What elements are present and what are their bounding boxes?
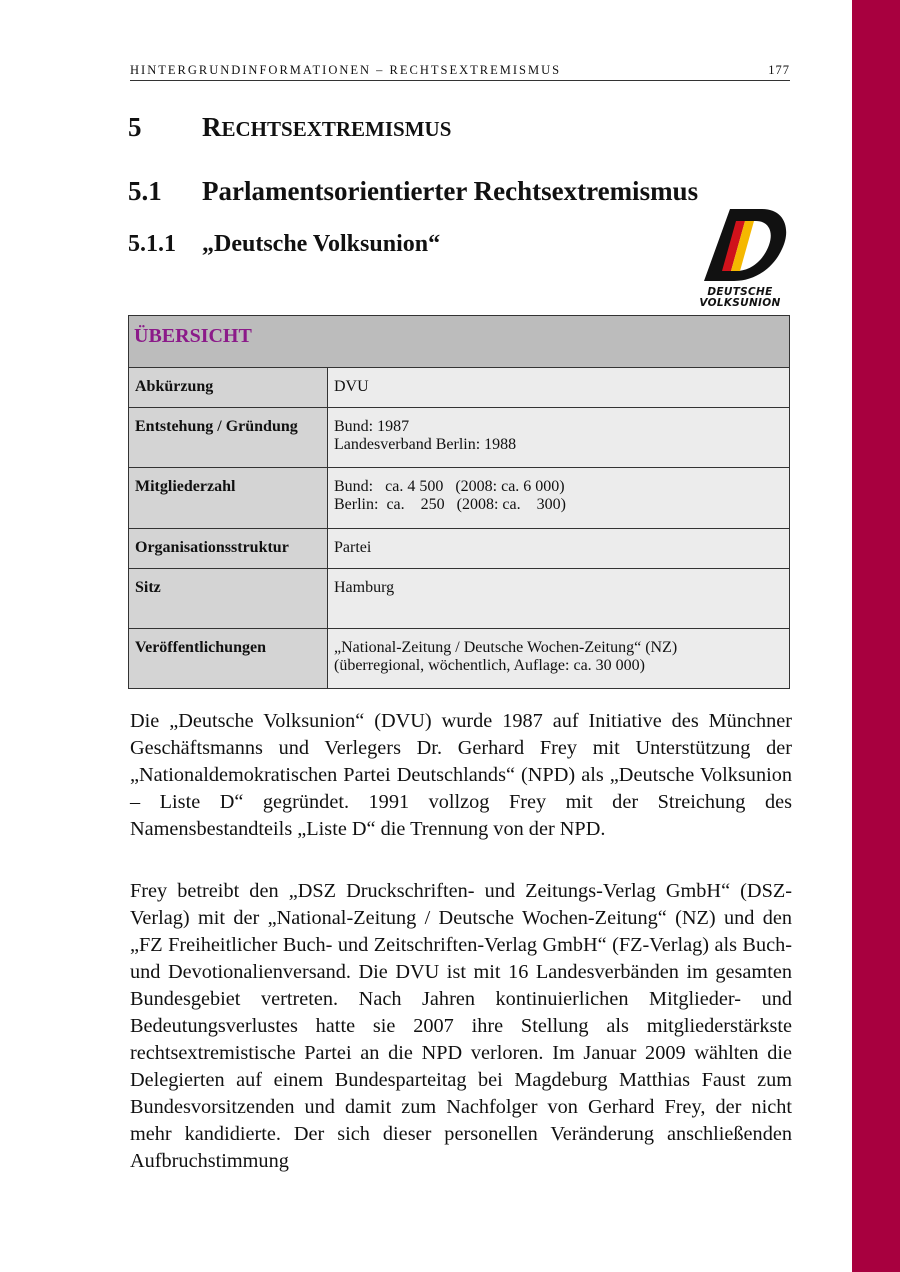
overview-value <box>328 529 790 569</box>
body-paragraph: Die „Deutsche Volksunion“ (DVU) wurde 1987 auf Initiative des Münchner Geschäftsmanns und Verlegers Dr. Gerhard Frey mit Unterstützung der „Nationaldemokratischen Partei Deutschlands“ (NPD) als „Deutsche Volksunion – Liste D“ gegründet. 1991 vollzog Frey mit der Streichung des Namensbestandteils „Liste D“ die Trennung von der NPD. <box>130 710 792 840</box>
page-number: 177 <box>768 63 790 77</box>
overview-value-line: Hamburg <box>334 579 395 596</box>
overview-row <box>129 368 790 408</box>
overview-key: Abkürzung <box>129 368 328 408</box>
overview-key: Organisationsstruktur <box>129 529 328 569</box>
overview-row <box>129 408 790 468</box>
overview-value-line: Landesverband Berlin: 1988 <box>334 436 517 453</box>
section-heading <box>128 112 451 143</box>
overview-value-line: Partei <box>334 539 372 556</box>
overview-value-line: (überregional, wöchentlich, Auflage: ca. 30 000) <box>334 657 645 674</box>
overview-title-row <box>129 316 790 368</box>
running-title: HINTERGRUNDINFORMATIONEN – RECHTSEXTREMISMUS <box>130 63 562 77</box>
overview-value <box>328 408 790 468</box>
body-paragraph: Frey betreibt den „DSZ Druckschriften- und Zeitungs-Verlag GmbH“ (DSZ-Verlag) mit der „National-Zeitung / Deutsche Wochen-Zeitung“ (NZ) und den „FZ Freiheitlicher Buch- und Zeitschriften-Verlag GmbH“ (FZ-Verlag) als Buch- und Devotionalienversand. Die DVU ist mit 16 Landesverbänden im gesamten Bundesgebiet vertreten. Nach Jahren kontinuierlichen Mitglieder- und Bedeutungsverlustes hatte sie 2007 ihre Stellung als mitgliederstärkste rechtsextremistische Partei an die NPD verloren. Im Januar 2009 wählten die Delegierten auf einem Bundesparteitag bei Magdeburg Matthias Faust zum Bundesvorsitzenden und damit zum Nachfolger von Gerhard Frey, der nicht mehr kandidierte. Der sich dieser personellen Veränderung anschließenden Aufbruchstimmung <box>130 880 792 1172</box>
subsubsection-heading <box>128 231 440 258</box>
dvu-logo-mark <box>690 205 790 285</box>
overview-value-line: DVU <box>334 378 369 395</box>
section-title-initial: R <box>202 112 222 142</box>
section-number: 5 <box>128 112 142 142</box>
overview-value <box>328 468 790 529</box>
overview-value-line: Bund: ca. 4 500 (2008: ca. 6 000) <box>334 478 565 495</box>
dvu-logo <box>690 205 790 310</box>
overview-value <box>328 569 790 629</box>
subsection-title: Parlamentsorientierter Rechtsextremismus <box>202 176 699 206</box>
overview-row <box>129 468 790 529</box>
overview-row <box>129 569 790 629</box>
subsubsection-number: 5.1.1 <box>128 231 176 257</box>
logo-line-1: DEUTSCHE <box>707 286 773 298</box>
overview-value-line: Berlin: ca. 250 (2008: ca. 300) <box>334 496 566 513</box>
overview-title: ÜBERSICHT <box>129 316 790 368</box>
overview-key: Entstehung / Gründung <box>129 408 328 468</box>
section-title-rest: ECHTSEXTREMISMUS <box>221 117 452 141</box>
overview-key: Sitz <box>129 569 328 629</box>
overview-key: Mitgliederzahl <box>129 468 328 529</box>
logo-line-2: VOLKSUNION <box>699 297 781 309</box>
subsubsection-title: „Deutsche Volksunion“ <box>202 231 441 257</box>
overview-value-line: „National-Zeitung / Deutsche Wochen-Zeitung“ (NZ) <box>334 639 678 656</box>
overview-value <box>328 368 790 408</box>
overview-value <box>328 629 790 689</box>
page-edge-color-bar <box>852 0 900 1272</box>
overview-value-line: Bund: 1987 <box>334 418 410 435</box>
overview-table <box>128 315 790 689</box>
subsection-heading <box>128 176 698 207</box>
overview-key: Veröffentlichungen <box>129 629 328 689</box>
subsection-number: 5.1 <box>128 176 162 206</box>
overview-row <box>129 629 790 689</box>
running-header <box>130 62 790 81</box>
overview-row <box>129 529 790 569</box>
